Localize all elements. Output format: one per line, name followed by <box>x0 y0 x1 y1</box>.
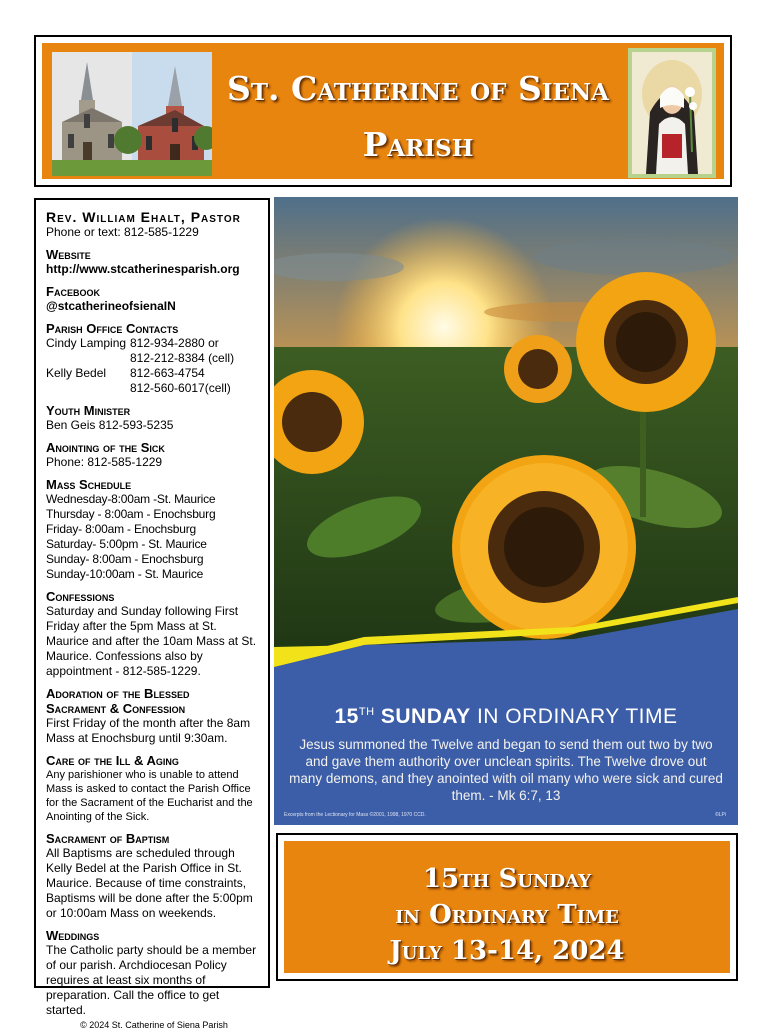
youth-minister-section <box>46 403 262 433</box>
poster-heading-rest: IN ORDINARY TIME <box>476 705 678 728</box>
adoration-title-line1: Adoration of the Blessed <box>46 686 190 701</box>
copyright-notice: © 2024 St. Catherine of Siena Parish <box>80 1020 228 1030</box>
date-box <box>276 833 738 981</box>
poster-heading-bold: SUNDAY <box>380 705 471 728</box>
pastor-phone: Phone or text: 812-585-1229 <box>46 225 199 239</box>
adoration-section <box>46 686 262 746</box>
anointing-title: Anointing of the Sick <box>46 440 165 455</box>
mass-time: Sunday- 8:00am - Enochsburg <box>46 552 204 566</box>
contact-phone: 812-560-6017(cell) <box>130 381 231 395</box>
header-banner <box>34 35 732 187</box>
baptism-title: Sacrament of Baptism <box>46 831 170 846</box>
mass-time: Wednesday-8:00am -St. Maurice <box>46 492 216 506</box>
contact-name: Cindy Lamping <box>46 336 127 350</box>
poster-footer <box>284 812 726 818</box>
facebook-title: Facebook <box>46 284 100 299</box>
date-box-line3: July 13-14, 2024 <box>389 936 625 966</box>
website-title: Website <box>46 247 91 262</box>
date-box-line2: in Ordinary Time <box>395 900 619 930</box>
poster-text-block <box>274 705 738 804</box>
mass-time: Thursday - 8:00am - Enochsburg <box>46 507 216 521</box>
confessions-title: Confessions <box>46 589 115 604</box>
poster-ordinal: 15 <box>334 705 359 728</box>
contact-name <box>46 381 130 396</box>
sunday-poster <box>274 197 738 825</box>
weddings-title: Weddings <box>46 928 100 943</box>
facebook-section <box>46 284 262 314</box>
parish-title <box>212 61 624 173</box>
contact-phone: 812-212-8384 (cell) <box>130 351 235 365</box>
weddings-section <box>46 928 262 1018</box>
youth-minister-title: Youth Minister <box>46 403 131 418</box>
parish-info-column <box>34 198 270 1030</box>
website-link[interactable]: http://www.stcatherinesparish.org <box>46 262 240 276</box>
saint-portrait <box>628 48 716 178</box>
youth-minister-contact: Ben Geis 812-593-5235 <box>46 418 174 432</box>
header-background <box>42 43 724 179</box>
weddings-text: The Catholic party should be a member of our parish. Archdiocesan Policy requires at least six months of preparation. Call the office to get started. <box>46 943 257 1017</box>
facebook-handle[interactable]: @stcatherineofsienaIN <box>46 299 176 313</box>
saint-catherine-image <box>632 52 712 174</box>
office-contacts-section <box>46 321 262 396</box>
care-title: Care of the Ill & Aging <box>46 753 179 768</box>
poster-ordinal-suffix: TH <box>358 706 375 718</box>
church-photo <box>52 52 212 176</box>
contact-phone: 812-663-4754 <box>130 366 205 380</box>
adoration-title-line2: Sacrament & Confession <box>46 701 186 716</box>
date-box-background <box>284 841 730 973</box>
poster-credit: ©LPi <box>715 812 726 818</box>
website-section <box>46 247 262 277</box>
office-contacts-title: Parish Office Contacts <box>46 321 179 336</box>
poster-scripture-quote: Jesus summoned the Twelve and began to send them out two by two and gave them authority over unclean spirits. The Twelve drove out many demons, and they anointed with oil many who were sick and cured them. - Mk 6:7, 13 <box>289 737 723 803</box>
parish-title-line2: Parish <box>362 125 474 164</box>
care-section <box>46 753 262 824</box>
office-contacts-list <box>46 336 262 396</box>
poster-heading <box>274 705 738 729</box>
baptism-text: All Baptisms are scheduled through Kelly Bedel at the Parish Office in St. Maurice. Because of time constraints, Baptisms will be done after the 5:00pm or 10:00am Mass on weekends. <box>46 846 253 920</box>
mass-schedule-section <box>46 477 262 582</box>
care-text: Any parishioner who is unable to attend Mass is asked to contact the Parish Office for the Sacrament of the Eucharist and the Anointing of the Sick. <box>46 769 253 823</box>
contact-name <box>46 351 130 366</box>
anointing-phone: Phone: 812-585-1229 <box>46 455 163 469</box>
pastor-name: Rev. William Ehalt, Pastor <box>46 209 241 225</box>
mass-schedule-title: Mass Schedule <box>46 477 132 492</box>
anointing-section <box>46 440 262 470</box>
contact-name: Kelly Bedel <box>46 366 107 380</box>
confessions-section <box>46 589 262 679</box>
poster-footnote: Excerpts from the Lectionary for Mass ©2001, 1998, 1970 CCD. <box>284 812 426 818</box>
mass-time: Friday- 8:00am - Enochsburg <box>46 522 197 536</box>
confessions-text: Saturday and Sunday following First Friday after the 5pm Mass at St. Maurice and after the 10am Mass at St. Maurice. Confessions also by appointment - 812-585-1229. <box>46 604 257 678</box>
parish-title-line1: St. Catherine of Siena <box>227 69 609 108</box>
adoration-text: First Friday of the month after the 8am Mass at Enochsburg until 9:30am. <box>46 716 251 745</box>
church-illustration <box>52 52 212 176</box>
date-box-line1: 15th Sunday <box>422 864 592 894</box>
contact-phone: 812-934-2880 or <box>130 336 219 350</box>
baptism-section <box>46 831 262 921</box>
mass-time: Saturday- 5:00pm - St. Maurice <box>46 537 207 551</box>
mass-time: Sunday-10:00am - St. Maurice <box>46 567 204 581</box>
